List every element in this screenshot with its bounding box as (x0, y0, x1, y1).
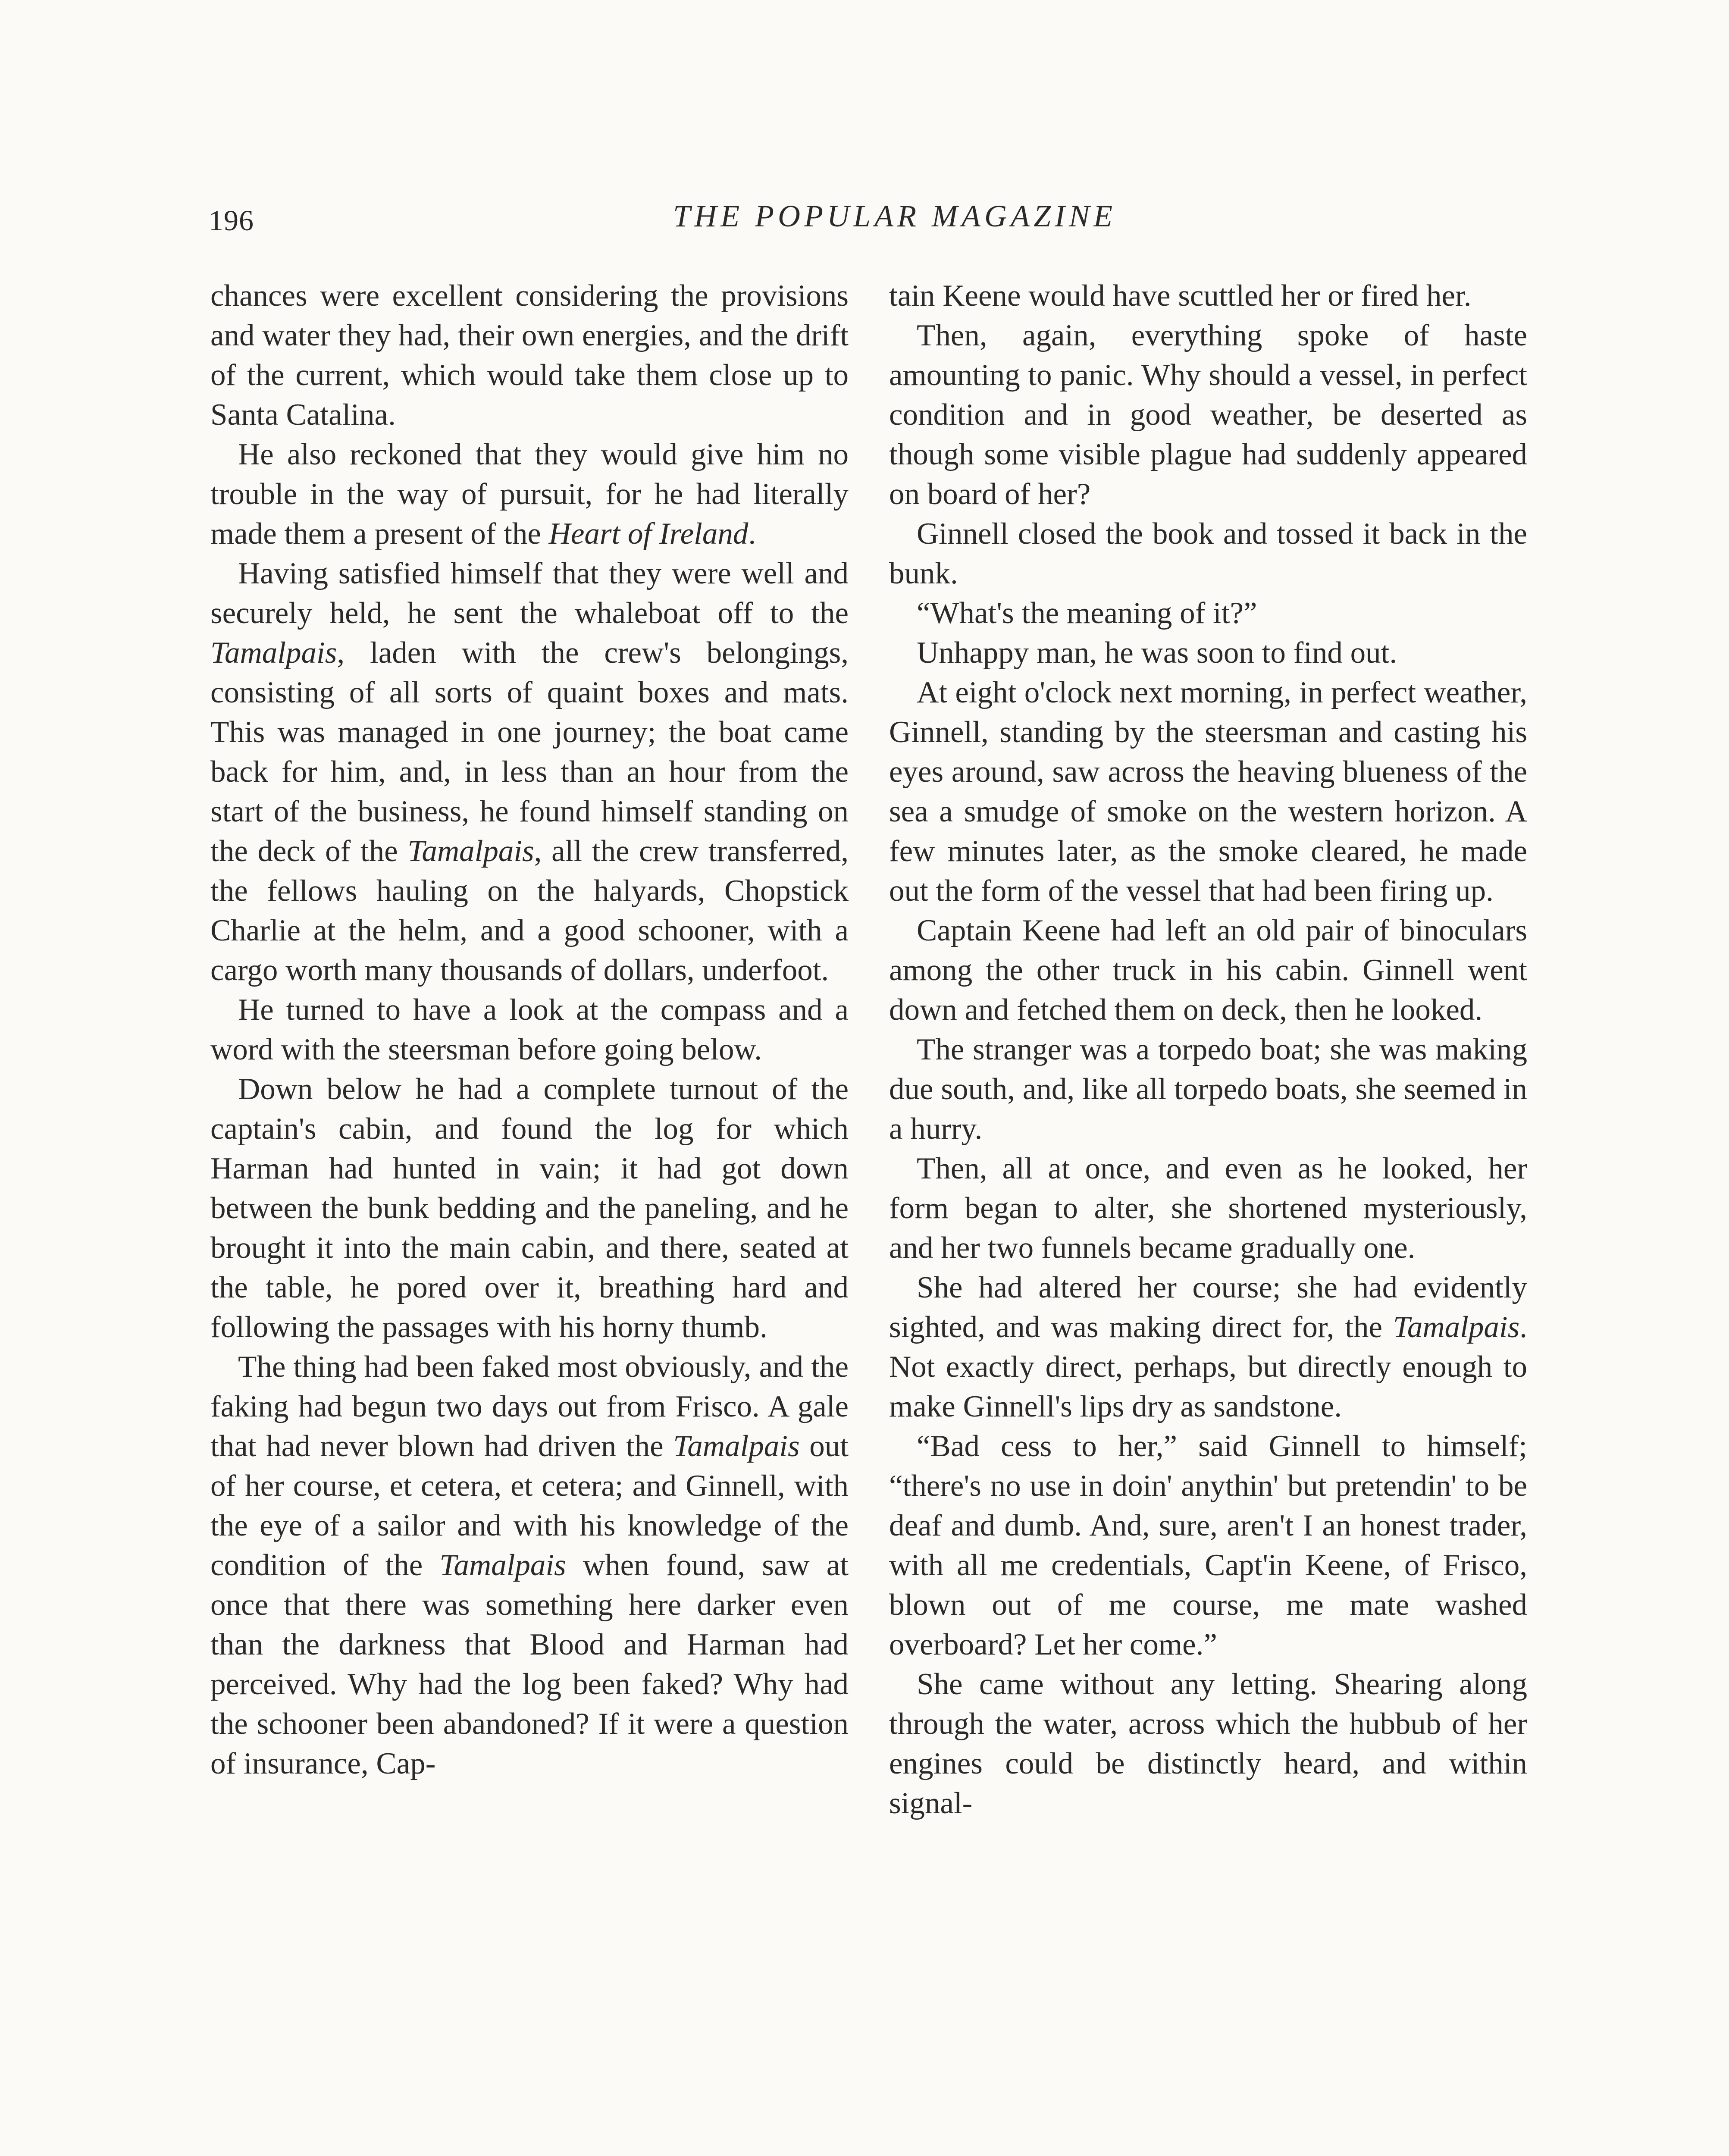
paragraph: At eight o'clock next morning, in perfect weather, Ginnell, standing by the steersman and casting his eyes around, saw across the heaving blueness of the sea a smudge of smoke on the western horizon. A few minutes later, as the smoke cleared, he made out the form of the vessel that had been firing up. (889, 676, 1527, 908)
paragraph: Down below he had a complete turnout of the captain's cabin, and found the log for which Harman had hunted in vain; it had got down between the bunk bedding and the paneling, and he brought it into the main cabin, and there, seated at the table, he pored over it, breathing hard and following the passages with his horny thumb. (210, 1072, 849, 1344)
paragraph: The stranger was a torpedo boat; she was making due south, and, like all torpedo boats, she seemed in a hurry. (889, 1033, 1527, 1146)
right-column (889, 276, 1527, 1823)
paragraph: “What's the meaning of it?” (917, 596, 1257, 630)
page-number: 196 (209, 204, 254, 237)
paragraph: He also reckoned that they would give him no trouble in the way of pursuit, for he had literally made them a present of the Heart of Ireland. (210, 438, 849, 551)
paragraph: He turned to have a look at the compass and a word with the steersman before going below. (210, 993, 849, 1066)
paragraph: Ginnell closed the book and tossed it back in the bunk. (889, 517, 1527, 590)
paragraph: She had altered her course; she had evidently sighted, and was making direct for, the Tamalpais. Not exactly direct, perhaps, but directly enough to make Ginnell's lips dry as sandstone. (889, 1271, 1527, 1423)
paragraph: She came without any letting. Shearing along through the water, across which the hubbub of her engines could be distinctly heard, and within signal- (889, 1667, 1527, 1820)
paragraph: Captain Keene had left an old pair of binoculars among the other truck in his cabin. Ginnell went down and fetched them on deck, then he looked. (889, 914, 1527, 1027)
paragraph: “Bad cess to her,” said Ginnell to himself; “there's no use in doin' anythin' but pretendin' to be deaf and dumb. And, sure, aren't I an honest trader, with all me credentials, Capt'in Keene, of Frisco, blown out of me course, me mate washed overboard? Let her come.” (889, 1429, 1527, 1661)
paragraph: Then, all at once, and even as he looked, her form began to alter, she shortened mysteriously, and her two funnels became gradually one. (889, 1152, 1527, 1265)
paragraph: Unhappy man, he was soon to find out. (917, 636, 1397, 670)
running-head: THE POPULAR MAGAZINE (673, 199, 1116, 233)
paragraph: Having satisfied himself that they were well and securely held, he sent the whaleboat off to the Tamalpais, laden with the crew's belongings, consisting of all sorts of quaint boxes and mats. This was managed in one journey; the boat came back for him, and, in less than an hour from the start of the business, he found himself standing on the deck of the Tamalpais, all the crew transferred, the fellows hauling on the halyards, Chopstick Charlie at the helm, and a good schooner, with a cargo worth many thousands of dollars, underfoot. (210, 557, 849, 987)
left-column (210, 276, 849, 1783)
paragraph: Then, again, everything spoke of haste amounting to panic. Why should a vessel, in perfect condition and in good weather, be deserted as though some visible plague had suddenly appeared on board of her? (889, 319, 1527, 511)
paragraph: chances were excellent considering the provisions and water they had, their own energies, and the drift of the current, which would take them close up to Santa Catalina. (210, 279, 849, 432)
paragraph: tain Keene would have scuttled her or fired her. (889, 279, 1472, 313)
paragraph: The thing had been faked most obviously, and the faking had begun two days out from Frisco. A gale that had never blown had driven the Tamalpais out of her course, et cetera, et cetera; and Ginnell, with the eye of a sailor and with his knowledge of the condition of the Tamalpais when found, saw at once that there was something here darker even than the darkness that Blood and Harman had perceived. Why had the log been faked? Why had the schooner been abandoned? If it were a question of insurance, Cap- (210, 1350, 849, 1780)
